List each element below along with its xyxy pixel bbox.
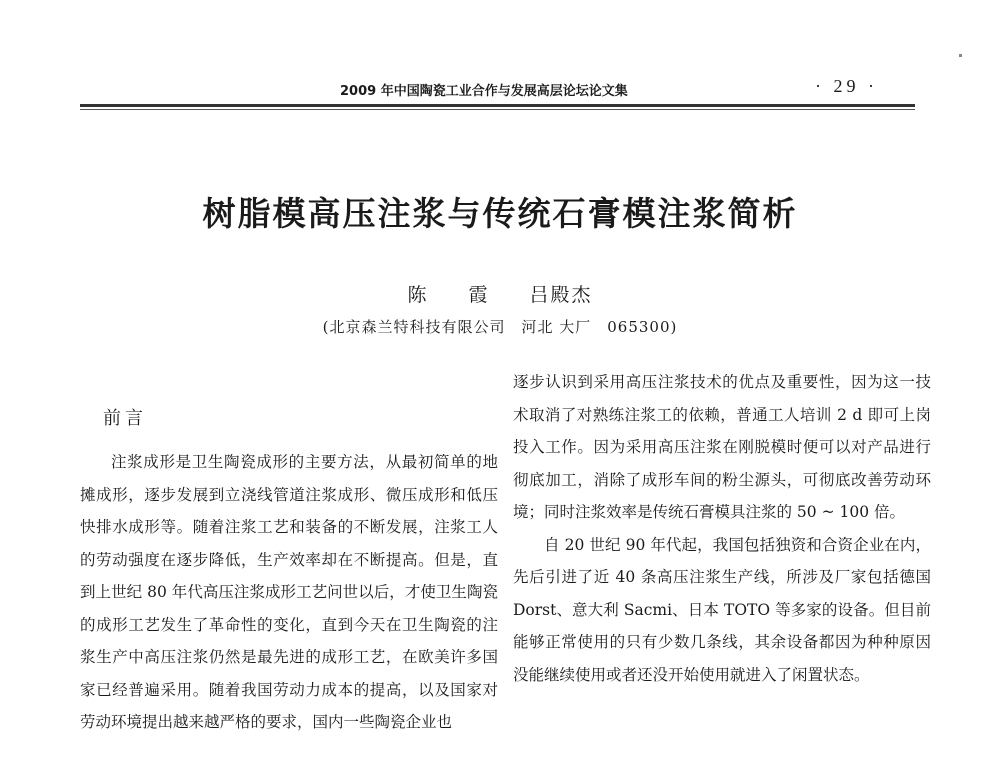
authors [0, 280, 1000, 307]
left-paragraph-1: 注浆成形是卫生陶瓷成形的主要方法，从最初简单的地摊成形，逐步发展到立浇线管道注浆成形、微压成形和低压快排水成形等。随着注浆工艺和装备的不断发展，注浆工人的劳动强度在逐步降低，生产效率却在不断提高。但是，直到上世纪 80 年代高压注浆成形工艺问世以后，才使卫生陶瓷的成形工艺发生了革命性的变化，直到今天在卫生陶瓷的注浆生产中高压注浆仍然是最先进的成形工艺，在欧美许多国家已经普遍采用。随着我国劳动力成本的提高，以及国家对劳动环境提出越来越严格的要求，国内一些陶瓷企业也 [80, 453, 498, 731]
header-rule-thick [80, 104, 915, 107]
right-column [513, 366, 931, 691]
left-column [80, 446, 498, 739]
affiliation: (北京森兰特科技有限公司 河北 大厂 065300) [322, 318, 678, 336]
page-number: · 29 · [815, 76, 878, 96]
scan-speck [959, 54, 962, 57]
header-rule-thin [80, 109, 915, 110]
running-header [80, 76, 910, 100]
article-title: 树脂模高压注浆与传统石膏模注浆简析 [202, 194, 798, 233]
section-heading-preface: 前言 [103, 408, 147, 429]
author-2: 吕殿杰 [529, 284, 593, 306]
right-paragraph-2: 自 20 世纪 90 年代起，我国包括独资和合资企业在内，先后引进了近 40 条高压注浆生产线，所涉及厂家包括德国 Dorst、意大利 Sacmi、日本 TOTO 等多家的设备。但目前能够正常使用的只有少数几条线，其余设备都因为种种原因没能继续使用或者还没开始使用就进入了闲置状态。 [513, 535, 931, 684]
author-1: 陈 霞 [407, 284, 506, 306]
running-title: 2009 年中国陶瓷工业合作与发展高层论坛论文集 [340, 84, 628, 99]
right-paragraph-1: 逐步认识到采用高压注浆技术的优点及重要性，因为这一技术取消了对熟练注浆工的依赖，普通工人培训 2 d 即可上岗投入工作。因为采用高压注浆在刚脱模时便可以对产品进行彻底加工，消除了成形车间的粉尘源头，可彻底改善劳动环境；同时注浆效率是传统石膏模具注浆的 50 ~ 100 倍。 [513, 373, 931, 521]
